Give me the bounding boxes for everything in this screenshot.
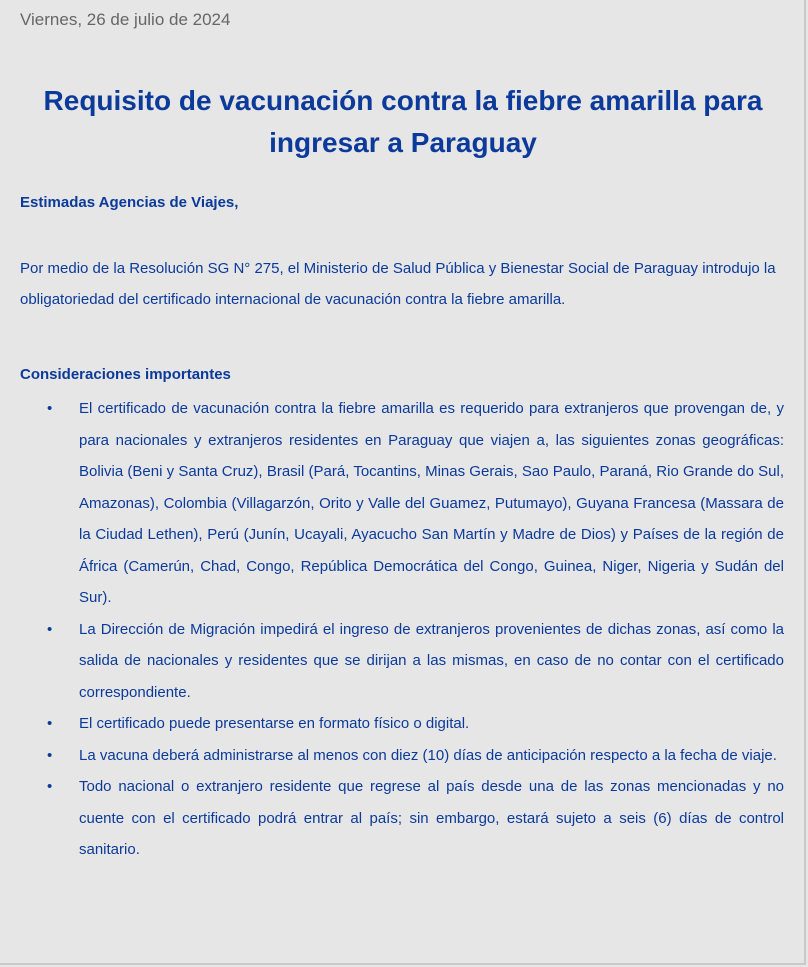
bullet-icon: • xyxy=(47,746,53,764)
list-item-text: Todo nacional o extranjero residente que regrese al país desde una de las zonas mencionadas y no cuente con el certificado podrá entrar al país; sin embargo, estará sujeto a seis (6) días de control sanitario. xyxy=(79,778,784,858)
list-item xyxy=(0,708,784,740)
list-item-text: La Dirección de Migración impedirá el ingreso de extranjeros provenientes de dichas zonas, así como la salida de nacionales y residentes que se dirijan a las mismas, en caso de no contar con el certificado correspondiente. xyxy=(79,620,784,701)
greeting: Estimadas Agencias de Viajes, xyxy=(20,194,239,211)
list-item xyxy=(0,771,784,866)
bullet-icon: • xyxy=(47,620,53,638)
list-item-text: La vacuna deberá administrarse al menos con diez (10) días de anticipación respecto a la fecha de viaje. xyxy=(79,746,777,764)
bullet-icon: • xyxy=(47,715,53,732)
intro-paragraph: Por medio de la Resolución SG N° 275, el Ministerio de Salud Pública y Bienestar Social de Paraguay introdujo la obligatoriedad del certificado internacional de vacunación contra la fiebre amarilla. xyxy=(20,260,776,308)
list-item xyxy=(0,740,784,772)
list-item-text: El certificado puede presentarse en formato físico o digital. xyxy=(79,715,470,732)
publication-date: Viernes, 26 de julio de 2024 xyxy=(20,10,231,29)
list-item xyxy=(0,393,784,614)
list-item xyxy=(0,614,784,709)
page-title: Requisito de vacunación contra la fiebre amarilla para ingresar a Paraguay xyxy=(43,85,763,158)
section-heading: Consideraciones importantes xyxy=(20,366,231,383)
bullet-icon: • xyxy=(47,778,53,795)
considerations-list xyxy=(0,393,784,866)
list-item-text: El certificado de vacunación contra la fiebre amarilla es requerido para extranjeros que provengan de, y para nacionales y extranjeros residentes en Paraguay que viajen a, las siguientes zonas geográficas: Bolivia (Beni y Santa Cruz), Brasil (Pará, Tocantins, Minas Gerais, Sao Paulo, Paraná, Rio Grande do Sul, Amazonas), Colombia (Villagarzón, Orito y Valle del Guamez, Putumayo), Guyana Francesa (Massara de la Ciudad Lethen), Perú (Junín, Ucayali, Ayacucho San Martín y Madre de Dios) y Países de la región de África (Camerún, Chad, Congo, República Democrática del Congo, Guinea, Niger, Nigeria y Sudán del Sur). xyxy=(79,400,784,606)
bullet-icon: • xyxy=(47,400,53,417)
